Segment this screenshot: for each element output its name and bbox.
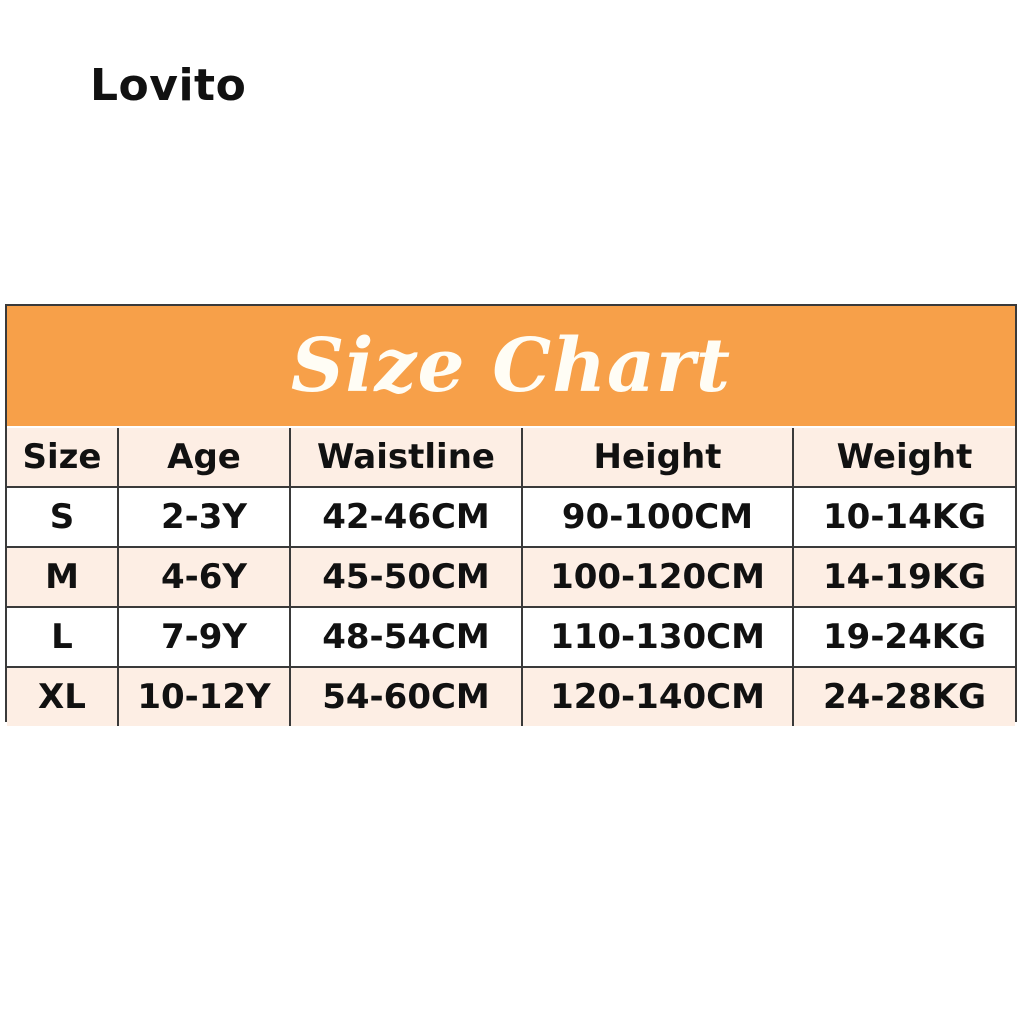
cell-age: 7-9Y	[118, 607, 290, 667]
size-chart-title: Size Chart	[290, 323, 732, 409]
table-header-row	[7, 428, 1015, 487]
brand-logo: Lovito	[90, 60, 247, 111]
cell-size: XL	[7, 667, 118, 726]
table-row	[7, 487, 1015, 547]
cell-size: L	[7, 607, 118, 667]
column-header-age: Age	[118, 428, 290, 487]
size-chart	[5, 304, 1017, 722]
column-header-size: Size	[7, 428, 118, 487]
cell-size: M	[7, 547, 118, 607]
cell-weight: 10-14KG	[793, 487, 1015, 547]
column-header-weight: Weight	[793, 428, 1015, 487]
column-header-waistline: Waistline	[290, 428, 522, 487]
cell-waistline: 42-46CM	[290, 487, 522, 547]
cell-height: 100-120CM	[522, 547, 793, 607]
cell-age: 4-6Y	[118, 547, 290, 607]
cell-weight: 19-24KG	[793, 607, 1015, 667]
cell-height: 120-140CM	[522, 667, 793, 726]
cell-age: 10-12Y	[118, 667, 290, 726]
cell-age: 2-3Y	[118, 487, 290, 547]
table-row	[7, 607, 1015, 667]
cell-height: 110-130CM	[522, 607, 793, 667]
cell-weight: 24-28KG	[793, 667, 1015, 726]
column-header-height: Height	[522, 428, 793, 487]
cell-weight: 14-19KG	[793, 547, 1015, 607]
size-table	[7, 428, 1015, 726]
table-row	[7, 667, 1015, 726]
cell-size: S	[7, 487, 118, 547]
table-row	[7, 547, 1015, 607]
cell-waistline: 45-50CM	[290, 547, 522, 607]
size-chart-banner	[7, 306, 1015, 426]
cell-height: 90-100CM	[522, 487, 793, 547]
cell-waistline: 48-54CM	[290, 607, 522, 667]
cell-waistline: 54-60CM	[290, 667, 522, 726]
